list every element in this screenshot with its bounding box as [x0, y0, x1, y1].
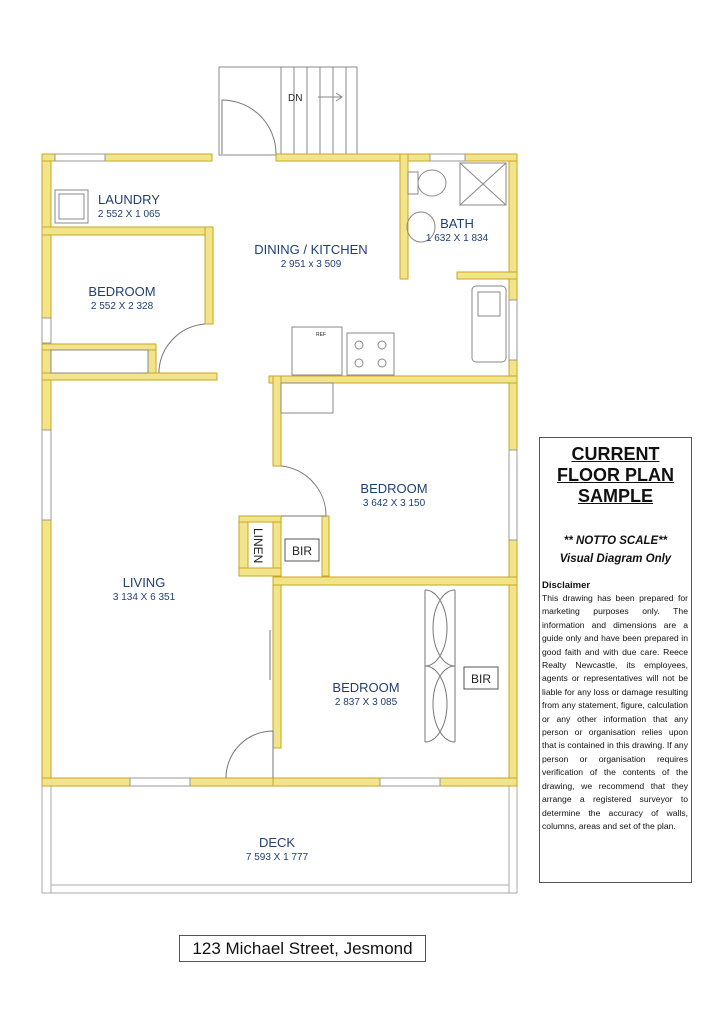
kitchen-sink — [472, 286, 506, 362]
room-name-bath: BATH — [440, 216, 474, 231]
stair-label: DN — [288, 93, 303, 104]
room-name-bedroom-3: BEDROOM — [332, 680, 400, 695]
panel-title-line-3: SAMPLE — [577, 486, 653, 506]
laundry-tub — [55, 190, 88, 223]
linen-label: LINEN — [251, 528, 265, 564]
panel-title-line-2: FLOOR PLAN — [557, 465, 674, 485]
room-name-living: LIVING — [122, 575, 166, 590]
room-dims-dining-kitchen: 2 951 x 3 509 — [280, 259, 342, 270]
legend-panel — [539, 437, 692, 883]
room-dims-laundry: 2 552 X 1 065 — [97, 209, 161, 220]
room-name-deck: DECK — [258, 835, 296, 850]
room-name-bedroom-1: BEDROOM — [88, 284, 156, 299]
room-name-dining-kitchen: DINING / KITCHEN — [254, 242, 368, 257]
panel-title-line-1: CURRENT — [571, 444, 660, 464]
room-name-laundry: LAUNDRY — [98, 192, 160, 207]
room-name-bedroom-2: BEDROOM — [360, 481, 428, 496]
stairs — [219, 67, 357, 155]
disclaimer-text: This drawing has been prepared for marketing purposes only. The information and dimensions are a guide only and have been prepared in good faith and with due care. Reece Realty Newcastle, its employees, agents or representatives will not be liable for any loss or damage resulting from any statement, figure, calculation or any other information that any person or organisation relies upon that is contained in this drawing. If any person or organisation requires verification of the contents of the drawing, we recommend that they arrange a registered surveyor to determine the accuracy of walls, columns, areas and set of the plan. — [542, 593, 688, 831]
room-dims-living: 3 134 X 6 351 — [112, 592, 176, 603]
wall-north-2 — [276, 154, 517, 161]
address-label: 123 Michael Street, Jesmond — [179, 935, 426, 962]
stove — [347, 333, 394, 375]
room-dims-deck: 7 593 X 1 777 — [245, 852, 309, 863]
panel-title — [540, 444, 691, 507]
room-dims-bedroom-1: 2 552 X 2 328 — [90, 301, 154, 312]
fridge-label: REF — [316, 332, 326, 338]
room-dims-bedroom-3: 2 837 X 3 085 — [334, 697, 398, 708]
room-dims-bath: 1 632 X 1 834 — [425, 233, 489, 244]
bir-label-1: BIR — [291, 544, 313, 558]
visual-diagram-note: Visual Diagram Only — [559, 553, 672, 565]
disclaimer-heading: Disclaimer — [542, 580, 591, 591]
room-dims-bedroom-2: 3 642 X 3 150 — [362, 498, 426, 509]
doors — [159, 100, 455, 778]
not-to-scale-note: ** NOTTO SCALE** — [563, 535, 668, 547]
toilet — [418, 170, 446, 196]
stair-down-arrow — [318, 93, 342, 101]
bir-label-2: BIR — [470, 672, 492, 686]
